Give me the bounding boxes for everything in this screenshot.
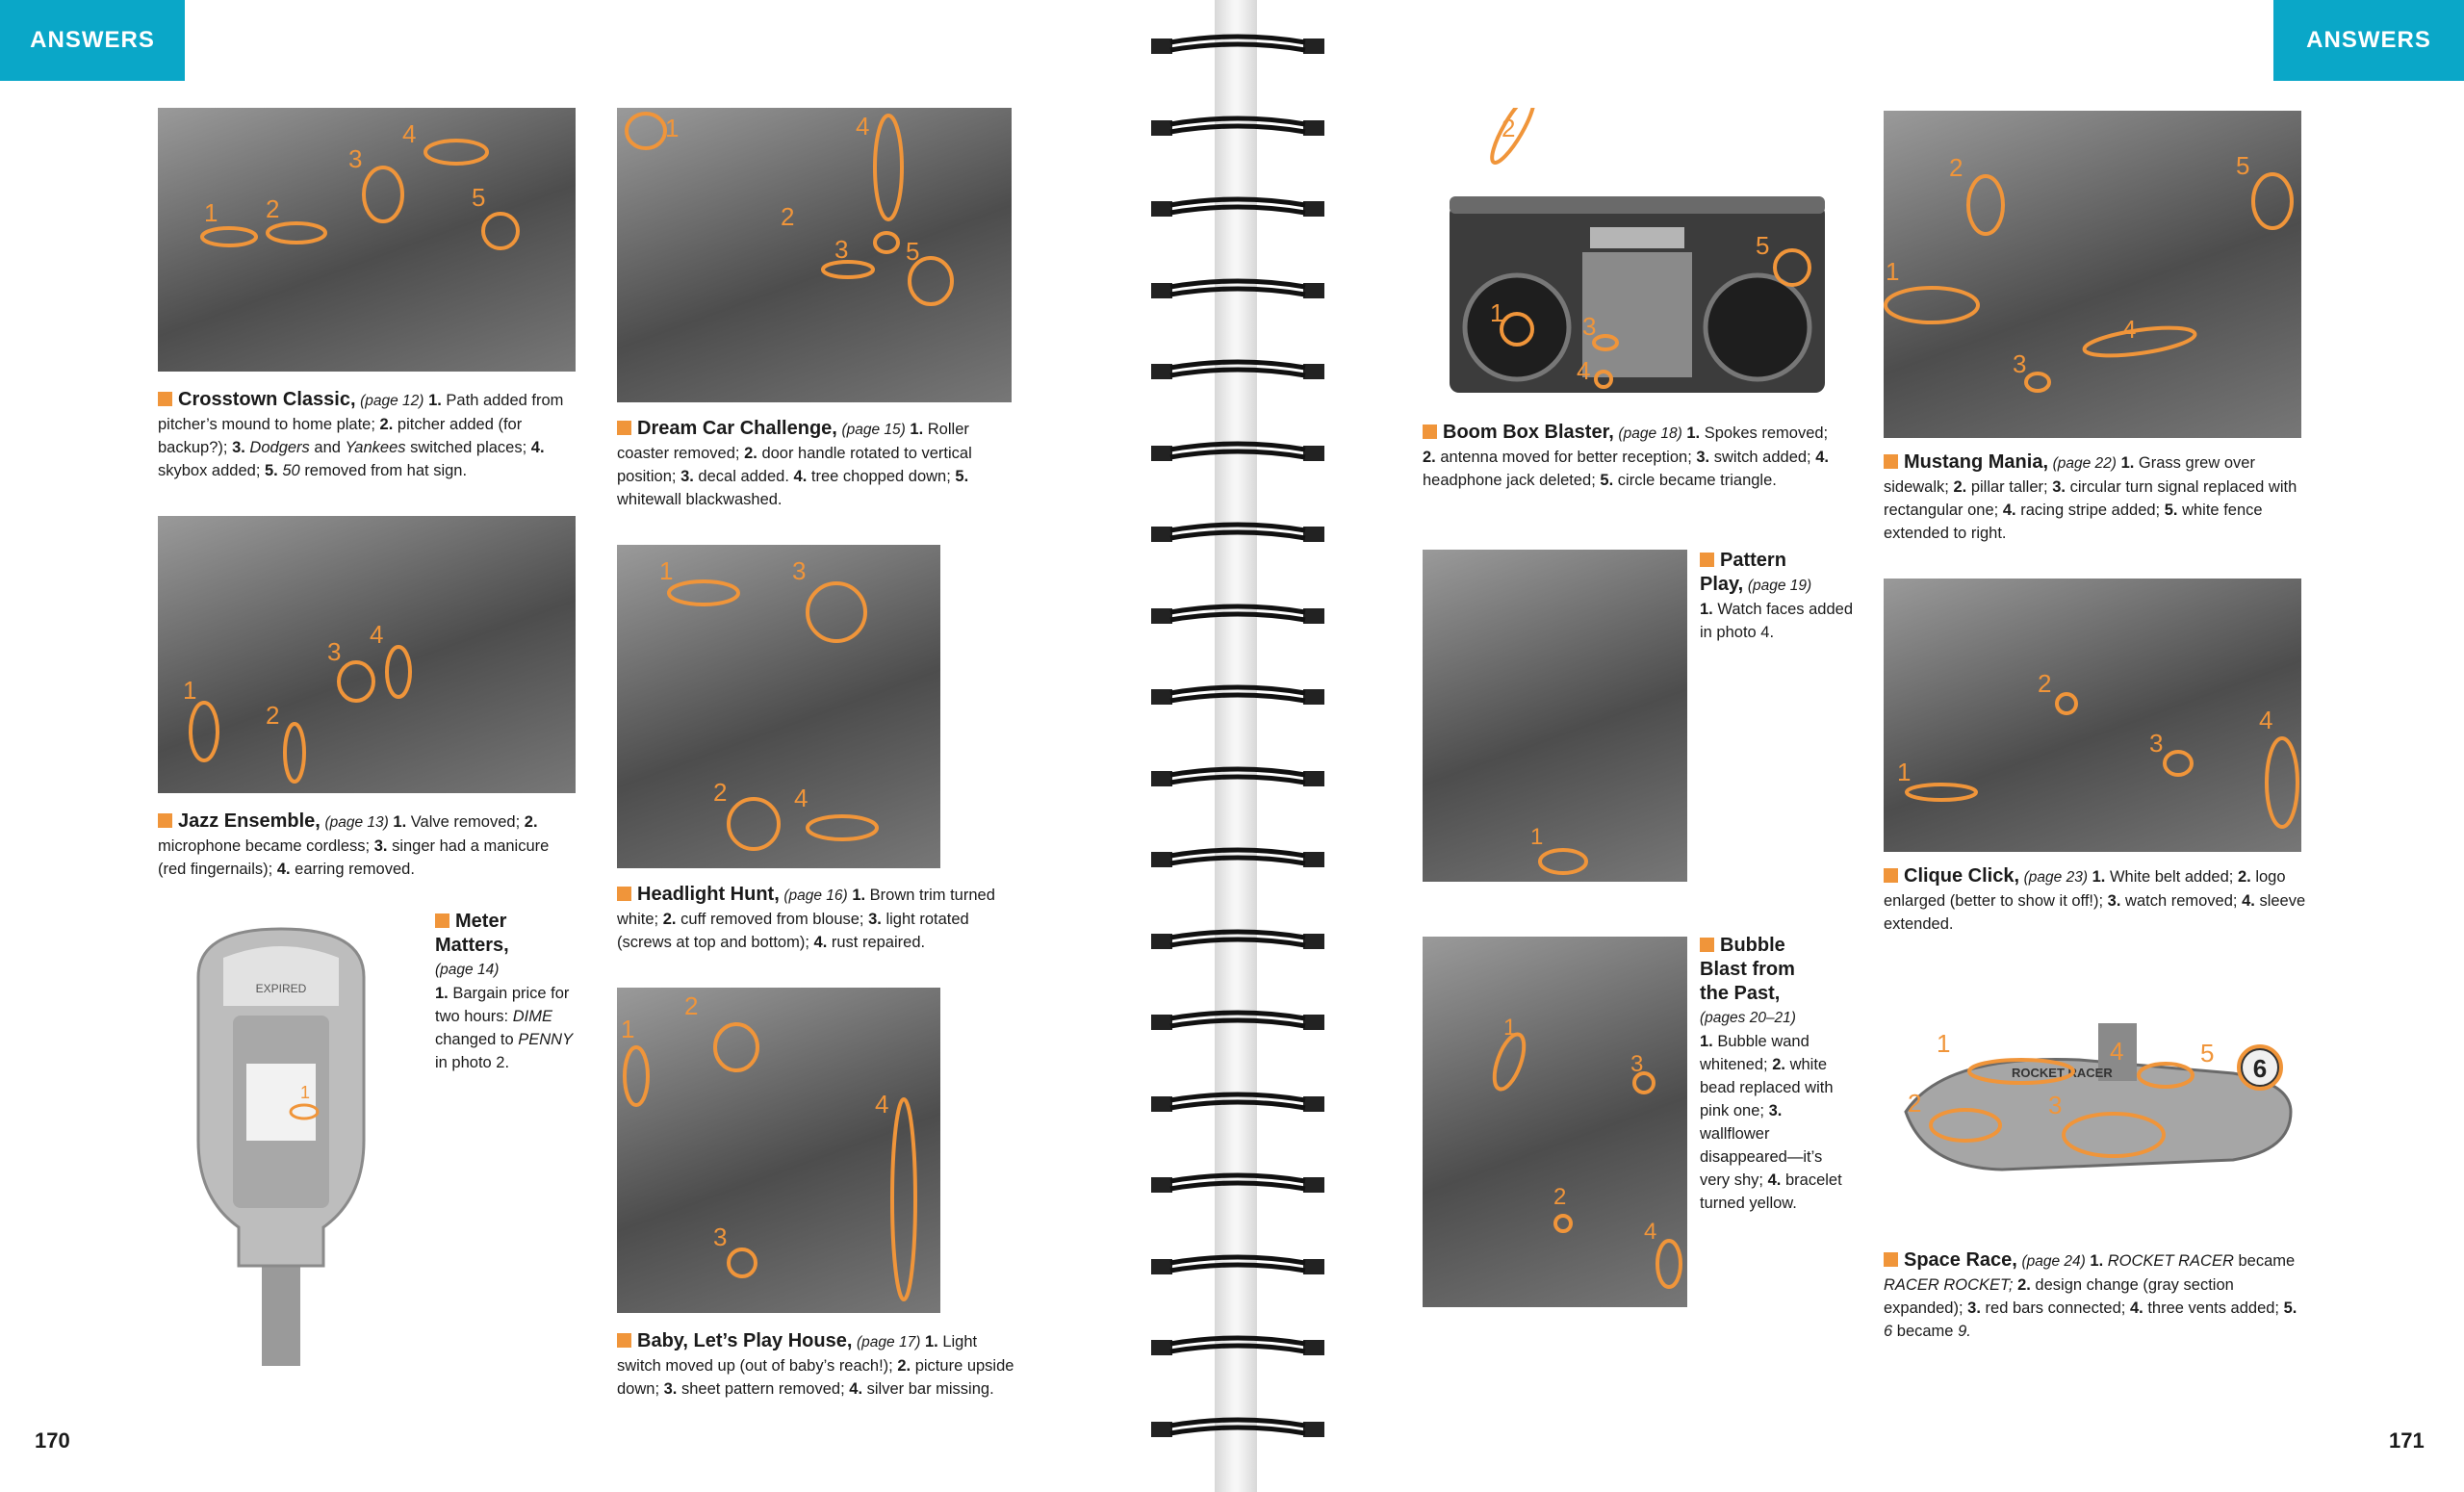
mustang-photo [1884, 111, 2301, 438]
rocket-number: 6 [2252, 1054, 2268, 1083]
svg-text:3: 3 [792, 556, 807, 585]
spiral-ring [1151, 1171, 1324, 1198]
spiral-ring [1151, 928, 1324, 955]
svg-text:1: 1 [621, 1015, 635, 1043]
svg-text:5: 5 [2236, 151, 2250, 180]
meter-expired-label: EXPIRED [255, 982, 307, 995]
spiral-ring [1151, 765, 1324, 792]
svg-text:2: 2 [2038, 669, 2052, 698]
svg-text:3: 3 [1582, 312, 1597, 341]
bullet-square [1884, 868, 1898, 883]
bullet-square [158, 813, 172, 828]
answers-tab-right: ANSWERS [2273, 0, 2464, 81]
crosstown-caption: Crosstown Classic, (page 12) 1. Path added from pitcher’s mound to home plate; 2. pitcher added (for backup?); 3. Dodgers and Yankees switched places; 4. skybox added; 5. 50 removed from hat sign. [158, 389, 564, 479]
svg-text:3: 3 [327, 637, 342, 666]
svg-text:4: 4 [1577, 356, 1591, 385]
rocket-label: ROCKET RACER [2012, 1066, 2113, 1080]
svg-text:4: 4 [2259, 706, 2273, 734]
svg-text:4: 4 [2122, 315, 2137, 344]
answers-tab-left: ANSWERS [0, 0, 185, 81]
spiral-ring [1151, 521, 1324, 548]
spiral-ring [1151, 1416, 1324, 1443]
pattern-caption: Pattern Play, (page 19) 1. Watch faces added in photo 4. [1700, 550, 1853, 641]
bubble-photo [1423, 937, 1687, 1307]
svg-text:1: 1 [1530, 824, 1544, 850]
spiral-ring [1151, 846, 1324, 873]
jazz-photo [158, 516, 576, 793]
rocket-photo [1886, 1006, 2304, 1210]
svg-text:4: 4 [2110, 1037, 2124, 1066]
bullet-square [617, 421, 631, 435]
svg-text:2: 2 [1908, 1089, 1922, 1118]
bullet-square [1700, 553, 1714, 567]
svg-text:5: 5 [472, 183, 486, 212]
spiral-ring [1151, 33, 1324, 60]
bullet-square [1884, 1252, 1898, 1267]
headlight-photo [617, 545, 940, 868]
svg-text:2: 2 [781, 202, 795, 231]
clique-photo [1884, 579, 2301, 852]
spiral-ring [1151, 603, 1324, 630]
dreamcar-photo [617, 108, 1012, 402]
spiral-ring [1151, 1091, 1324, 1118]
svg-text:3: 3 [2149, 729, 2164, 758]
svg-text:1: 1 [659, 556, 674, 585]
boombox-caption: Boom Box Blaster, (page 18) 1. Spokes removed; 2. antenna moved for better reception; 3. switch added; 4. headphone jack deleted; 5. circle became triangle. [1423, 422, 1829, 489]
svg-text:1: 1 [1897, 758, 1912, 786]
spiral-ring [1151, 440, 1324, 467]
spiral-ring [1151, 1009, 1324, 1036]
svg-text:5: 5 [1756, 231, 1770, 260]
page-number-left: 170 [35, 1428, 70, 1453]
baby-caption: Baby, Let’s Play House, (page 17) 1. Light switch moved up (out of baby’s reach!); 2. picture upside down; 3. sheet pattern removed; 4. silver bar missing. [617, 1330, 1014, 1398]
spiral-ring [1151, 115, 1324, 141]
pattern-photo [1423, 550, 1687, 882]
svg-text:5: 5 [2200, 1039, 2215, 1068]
svg-text:3: 3 [834, 235, 849, 264]
bullet-square [1884, 454, 1898, 469]
svg-text:2: 2 [1553, 1184, 1567, 1210]
bullet-square [617, 1333, 631, 1348]
svg-text:3: 3 [1630, 1051, 1644, 1077]
spiral-ring [1151, 683, 1324, 710]
svg-text:3: 3 [348, 144, 363, 173]
svg-text:1: 1 [183, 676, 197, 705]
spiral-ring [1151, 195, 1324, 222]
svg-text:4: 4 [794, 784, 808, 812]
meter-caption: Meter Matters, (page 14) 1. Bargain price for two hours: DIME changed to PENNY in photo 2. [435, 911, 574, 1071]
svg-text:2: 2 [684, 991, 699, 1020]
svg-text:5: 5 [906, 237, 920, 266]
svg-text:3: 3 [2013, 349, 2027, 378]
svg-text:2: 2 [266, 701, 280, 730]
svg-text:2: 2 [1949, 153, 1964, 182]
svg-text:4: 4 [875, 1090, 889, 1119]
svg-text:3: 3 [2048, 1091, 2063, 1119]
crosstown-photo [158, 108, 576, 372]
svg-text:1: 1 [204, 198, 218, 227]
svg-text:4: 4 [1644, 1219, 1657, 1245]
clique-caption: Clique Click, (page 23) 1. White belt added; 2. logo enlarged (better to show it off!); 3. watch removed; 4. sleeve extended. [1884, 865, 2306, 933]
bullet-square [158, 392, 172, 406]
svg-text:2: 2 [1502, 114, 1516, 142]
boombox-photo [1440, 108, 1835, 402]
headlight-caption: Headlight Hunt, (page 16) 1. Brown trim turned white; 2. cuff removed from blouse; 3. light rotated (screws at top and bottom); 4. rust repaired. [617, 884, 995, 951]
svg-text:1: 1 [300, 1083, 311, 1102]
svg-text:1: 1 [1886, 257, 1900, 286]
baby-photo [617, 988, 940, 1313]
svg-text:1: 1 [1937, 1029, 1951, 1058]
svg-text:1: 1 [1490, 298, 1504, 327]
spiral-ring [1151, 1253, 1324, 1280]
space-caption: Space Race, (page 24) 1. ROCKET RACER became RACER ROCKET; 2. design change (gray section expanded); 3. red bars connected; 4. three vents added; 5. 6 became 9. [1884, 1249, 2297, 1340]
bullet-square [1423, 424, 1437, 439]
page-number-right: 171 [2389, 1428, 2425, 1453]
spiral-ring [1151, 1334, 1324, 1361]
svg-text:3: 3 [713, 1222, 728, 1251]
dreamcar-caption: Dream Car Challenge, (page 15) 1. Roller coaster removed; 2. door handle rotated to vertical position; 3. decal added. 4. tree chopped down; 5. whitewall blackwashed. [617, 418, 972, 508]
svg-text:4: 4 [370, 620, 384, 649]
mustang-caption: Mustang Mania, (page 22) 1. Grass grew over sidewalk; 2. pillar taller; 3. circular turn signal replaced with rectangular one; 4. racing stripe added; 5. white fence extended to right. [1884, 451, 2297, 542]
svg-text:1: 1 [1503, 1015, 1517, 1041]
svg-text:2: 2 [713, 778, 728, 807]
bullet-square [1700, 938, 1714, 952]
spiral-ring [1151, 358, 1324, 385]
svg-text:4: 4 [856, 112, 870, 141]
meter-photo [169, 919, 393, 1366]
svg-text:1: 1 [665, 114, 680, 142]
svg-text:4: 4 [402, 119, 417, 148]
bullet-square [617, 887, 631, 901]
bullet-square [435, 913, 449, 928]
bubble-caption: Bubble Blast from the Past, (pages 20–21) 1. Bubble wand whitened; 2. white bead replaced with pink one; 3. wallflower disappeared—it’s very shy; 4. bracelet turned yellow. [1700, 935, 1842, 1212]
svg-text:2: 2 [266, 194, 280, 223]
jazz-caption: Jazz Ensemble, (page 13) 1. Valve removed; 2. microphone became cordless; 3. singer had a manicure (red fingernails); 4. earring removed. [158, 810, 550, 878]
spiral-ring [1151, 277, 1324, 304]
